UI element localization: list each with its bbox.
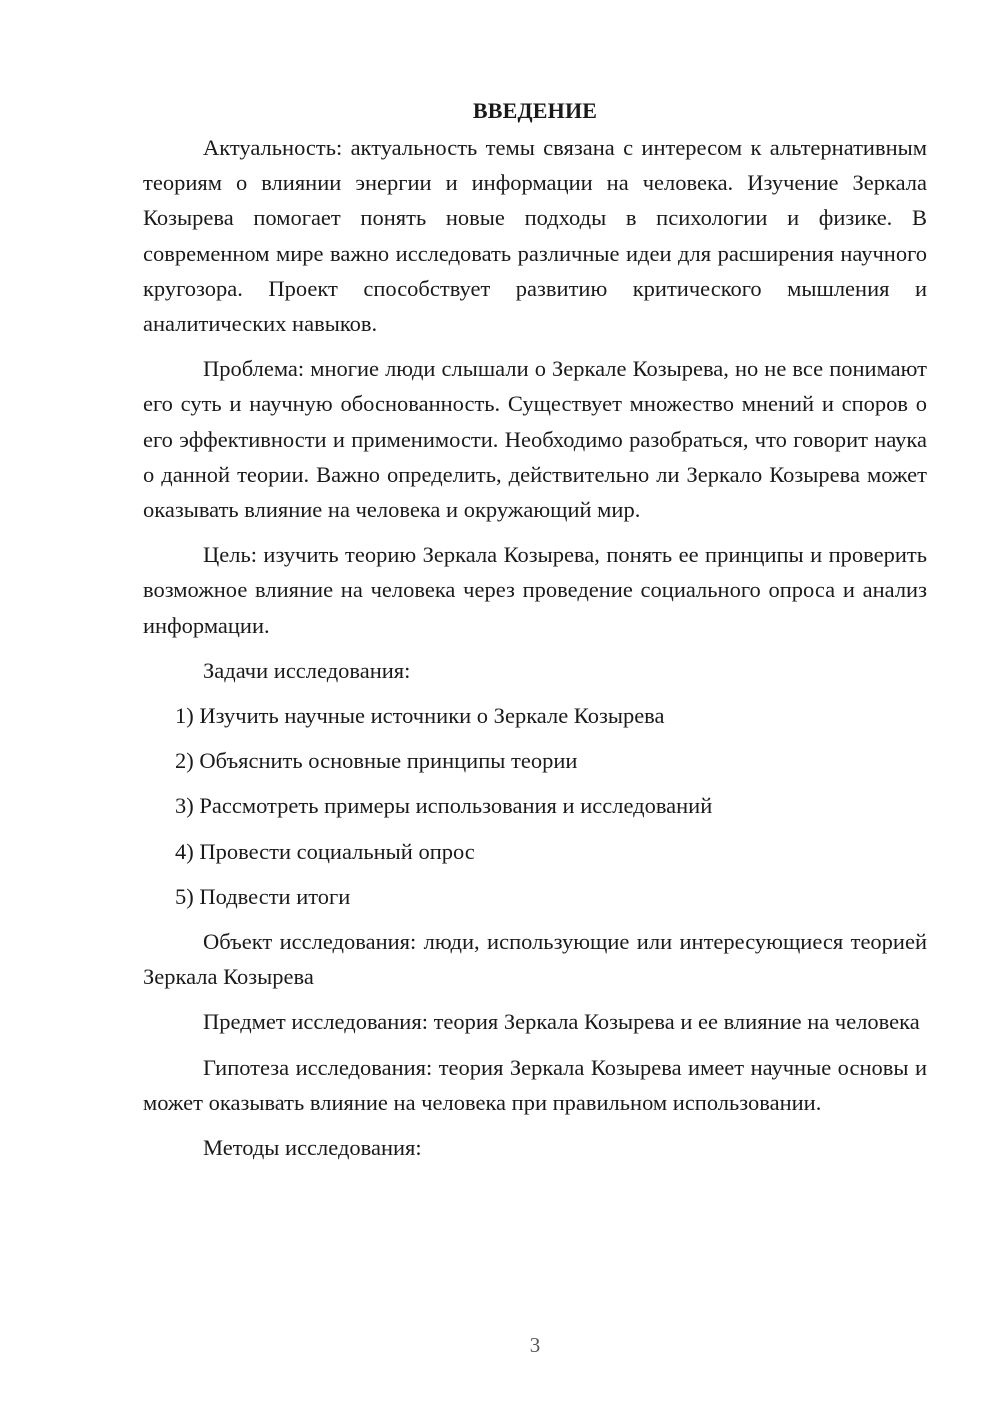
list-item: 1) Изучить научные источники о Зеркале Козырева [175, 703, 665, 729]
methods-heading: Методы исследования: [203, 1135, 422, 1161]
paragraph-goal: Цель: изучить теорию Зеркала Козырева, понять ее принципы и проверить возможное влияние на человека через проведение социального опроса и анализ информации. [143, 542, 927, 638]
list-item: 5) Подвести итоги [175, 883, 351, 909]
paragraph-relevance: Актуальность: актуальность темы связана с интересом к альтернативным теориям о влиянии энергии и информации на человека. Изучение Зеркала Козырева помогает понять новые подходы в психологии и физике. В современном мире важно исследовать различные идеи для расширения научного кругозора. Проект способствует развитию критического мышления и аналитических навыков. [143, 135, 927, 337]
list-item: 4) Провести социальный опрос [175, 838, 475, 864]
paragraph-object: Объект исследования: люди, использующие или интересующиеся теорией Зеркала Козырева [143, 929, 927, 990]
tasks-heading: Задачи исследования: [203, 657, 411, 683]
list-item: 3) Рассмотреть примеры использования и исследований [175, 793, 713, 819]
paragraph-problem: Проблема: многие люди слышали о Зеркале Козырева, но не все понимают его суть и научную обоснованность. Существует множество мнений и споров о его эффективности и применимости. Необходимо разобраться, что говорит наука о данной теории. Важно определить, действительно ли Зеркало Козырева может оказывать влияние на человека и окружающий мир. [143, 356, 927, 523]
paragraph-hypothesis: Гипотеза исследования: теория Зеркала Козырева имеет научные основы и может оказывать влияние на человека при правильном использовании. [143, 1054, 927, 1115]
paragraph-subject: Предмет исследования: теория Зеркала Козырева и ее влияние на человека [203, 1009, 920, 1035]
tasks-list [143, 698, 927, 914]
document-page [143, 96, 927, 1175]
page-title: ВВЕДЕНИЕ [472, 98, 598, 123]
page-number: 3 [529, 1333, 541, 1357]
list-item: 2) Объяснить основные принципы теории [175, 748, 578, 774]
